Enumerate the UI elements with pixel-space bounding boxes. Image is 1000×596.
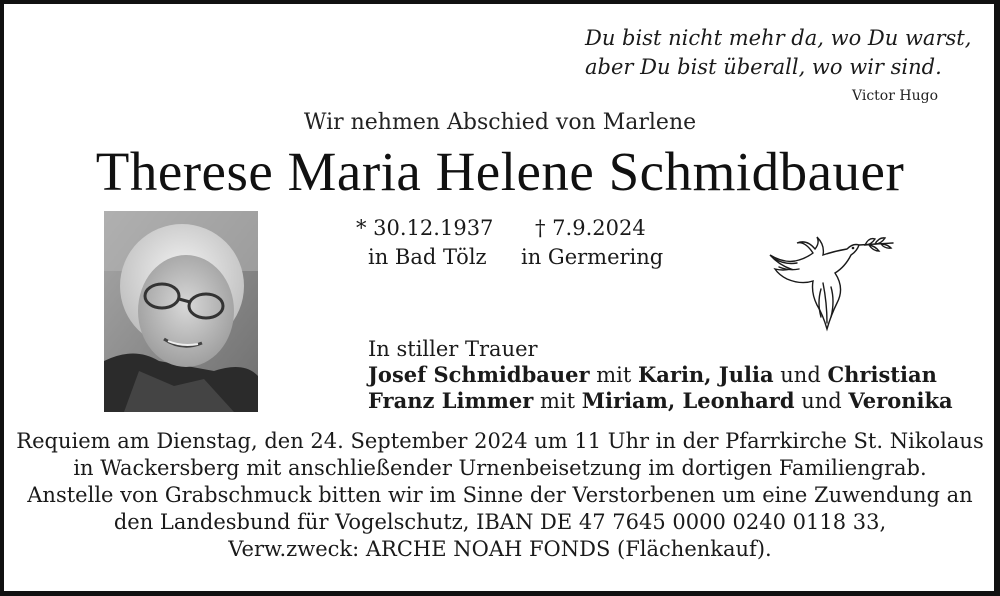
footer-line-4: den Landesbund für Vogelschutz, IBAN DE 47 7645 0000 0240 0118 33, (113, 510, 887, 534)
mourner-connector: mit (540, 389, 576, 413)
deceased-name: Therese Maria Helene Schmidbauer (95, 141, 905, 202)
footer-line-3: Anstelle von Grabschmuck bitten wir im Sinne der Verstorbenen um eine Zuwendung an (27, 483, 973, 507)
quote (585, 24, 972, 82)
portrait-photo (104, 211, 258, 412)
intro-line: Wir nehmen Abschied von Marlene (303, 110, 697, 135)
mourners-block (368, 336, 953, 414)
mourner-name: Franz Limmer (368, 388, 534, 413)
death-info (521, 214, 663, 272)
mourner-name: Josef Schmidbauer (368, 362, 590, 387)
service-details (0, 428, 1000, 563)
mourner-names: Karin, Julia (638, 362, 774, 387)
mourner-name: Christian (827, 362, 937, 387)
dove-icon (765, 233, 895, 333)
mourner-names: Miriam, Leonhard (581, 388, 795, 413)
mourners-line-1 (368, 362, 953, 388)
quote-author: Victor Hugo (852, 88, 938, 104)
quote-line-1: Du bist nicht mehr da, wo Du warst, (585, 26, 972, 50)
footer-line-1: Requiem am Dienstag, den 24. September 2024 um 11 Uhr in der Pfarrkirche St. Nikolaus (16, 429, 984, 453)
mourners-line-2 (368, 388, 953, 414)
death-place: in Germering (521, 245, 664, 269)
birth-info (356, 214, 493, 272)
footer-line-5: Verw.zweck: ARCHE NOAH FONDS (Flächenkauf). (228, 537, 772, 561)
quote-line-2: aber Du bist überall, wo wir sind. (585, 55, 942, 79)
mourners-heading: In stiller Trauer (368, 337, 538, 361)
mourner-connector: und (801, 389, 842, 413)
birth-date: * 30.12.1937 (356, 216, 494, 240)
footer-line-2: in Wackersberg mit anschließender Urnenbeisetzung im dortigen Familiengrab. (73, 456, 927, 480)
mourner-connector: mit (596, 363, 632, 387)
death-date: † 7.9.2024 (535, 216, 646, 240)
birth-place: in Bad Tölz (368, 245, 487, 269)
mourner-connector: und (780, 363, 821, 387)
mourner-name: Veronika (848, 388, 953, 413)
